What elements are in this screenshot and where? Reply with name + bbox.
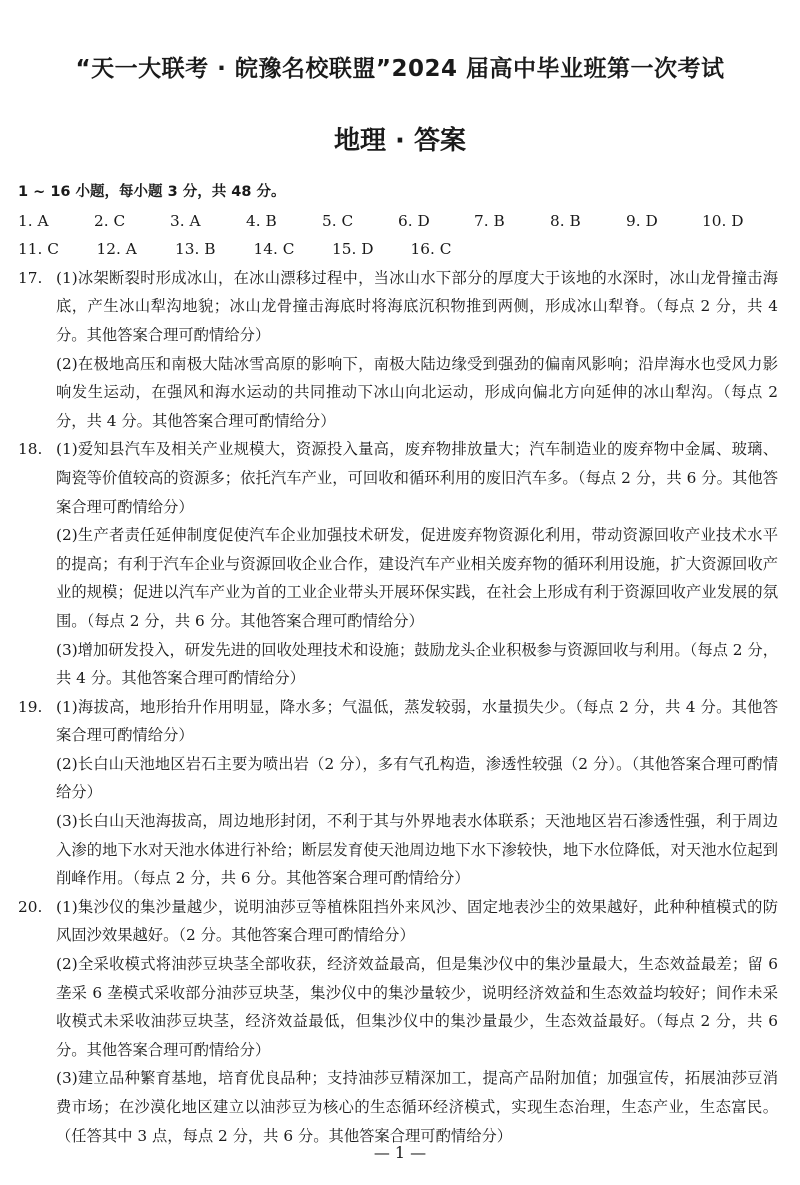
mcq-answer: 16. C [410, 240, 452, 259]
mcq-answer: 15. D [332, 240, 374, 259]
answer-part: (1)爱知县汽车及相关产业规模大，资源投入量高，废弃物排放量大；汽车制造业的废弃物中金属、玻璃、陶瓷等价值较高的资源多；依托汽车产业，可回收和循环利用的废旧汽车多。（每点 2 分，共 6 分。其他答案合理可酌情给分） [56, 440, 778, 516]
mcq-answer: 14. C [253, 240, 295, 259]
question-20 [18, 893, 778, 1150]
mcq-answer: 7. B [474, 211, 505, 230]
mcq-answer: 12. A [96, 240, 137, 259]
question-19 [18, 693, 778, 893]
answer-part: (3)建立品种繁育基地，培育优良品种；支持油莎豆精深加工，提高产品附加值；加强宣传，拓展油莎豆消费市场；在沙漠化地区建立以油莎豆为核心的生态循环经济模式，实现生态治理，生态产业，生态富民。（任答其中 3 点，每点 2 分，共 6 分。其他答案合理可酌情给分） [56, 1069, 778, 1145]
answer-content [18, 178, 778, 1150]
mcq-answer: 9. D [626, 211, 658, 230]
answer-part: (1)海拔高，地形抬升作用明显，降水多；气温低，蒸发较弱，水量损失少。（每点 2 分，共 4 分。其他答案合理可酌情给分） [56, 697, 778, 745]
mcq-row-2 [18, 235, 778, 264]
exam-title: “天一大联考 · 皖豫名校联盟”2024 届高中毕业班第一次考试 [75, 56, 725, 82]
mcq-answer: 1. A [18, 211, 49, 230]
answer-part: (3)长白山天池海拔高，周边地形封闭，不利于其与外界地表水体联系；天池地区岩石渗透性强，利于周边入渗的地下水对天池水体进行补给；断层发育使天池周边地下水下渗较快，地下水位降低，对天池水位起到削峰作用。（每点 2 分，共 6 分。其他答案合理可酌情给分） [56, 812, 778, 888]
answer-part: (2)长白山天池地区岩石主要为喷出岩（2 分），多有气孔构造，渗透性较强（2 分）。（其他答案合理可酌情给分） [56, 754, 778, 802]
mcq-heading: 1 ~ 16 小题，每小题 3 分，共 48 分。 [18, 184, 286, 200]
mcq-answer: 8. B [550, 211, 581, 230]
subject-title: 地理 · 答案 [334, 126, 466, 156]
answer-part: (2)生产者责任延伸制度促使汽车企业加强技术研发，促进废弃物资源化利用，带动资源回收产业技术水平的提高；有利于汽车企业与资源回收企业合作，建设汽车产业相关废弃物的循环利用设施，扩大资源回收产业的规模；促进以汽车产业为首的工业企业带头开展环保实践，在社会上形成有利于资源回收产业发展的氛围。（每点 2 分，共 6 分。其他答案合理可酌情给分） [56, 526, 778, 630]
page-number: — 1 — [373, 1143, 427, 1162]
question-number: 19. [18, 697, 43, 716]
question-number: 17. [18, 268, 43, 287]
question-17 [18, 264, 778, 436]
question-number: 20. [18, 897, 43, 916]
answer-part: (3)增加研发投入，研发先进的回收处理技术和设施；鼓励龙头企业积极参与资源回收与利用。（每点 2 分，共 4 分。其他答案合理可酌情给分） [56, 640, 778, 688]
answer-part: (2)在极地高压和南极大陆冰雪高原的影响下，南极大陆边缘受到强劲的偏南风影响；沿岸海水也受风力影响发生运动，在强风和海水运动的共同推动下冰山向北运动，形成向偏北方向延伸的冰山犁沟。（每点 2 分，共 4 分。其他答案合理可酌情给分） [56, 354, 778, 430]
mcq-answer: 10. D [702, 211, 744, 230]
mcq-answer: 11. C [18, 240, 59, 259]
question-18 [18, 435, 778, 692]
mcq-row-1 [18, 207, 778, 236]
answer-part: (1)冰架断裂时形成冰山，在冰山漂移过程中，当冰山水下部分的厚度大于该地的水深时，冰山龙骨撞击海底，产生冰山犁沟地貌；冰山龙骨撞击海底时将海底沉积物推到两侧，形成冰山犁脊。（每点 2 分，共 4 分。其他答案合理可酌情给分） [56, 268, 778, 344]
mcq-answer: 4. B [246, 211, 277, 230]
mcq-answer: 3. A [170, 211, 201, 230]
mcq-answer: 5. C [322, 211, 354, 230]
answer-part: (2)全采收模式将油莎豆块茎全部收获，经济效益最高，但是集沙仪中的集沙量最大，生态效益最差；留 6 垄采 6 垄模式采收部分油莎豆块茎，集沙仪中的集沙量较少，说明经济效益和生态效益均较好；间作未采收模式未采收油莎豆块茎，经济效益最低，但集沙仪中的集沙量最少，生态效益最好。（每点 2 分，共 6 分。其他答案合理可酌情给分） [56, 955, 778, 1059]
mcq-answer: 2. C [94, 211, 126, 230]
answer-part: (1)集沙仪的集沙量越少，说明油莎豆等植株阻挡外来风沙、固定地表沙尘的效果越好，此种种植模式的防风固沙效果越好。（2 分。其他答案合理可酌情给分） [56, 897, 778, 945]
question-number: 18. [18, 440, 43, 459]
mcq-answer: 6. D [398, 211, 430, 230]
mcq-answer: 13. B [175, 240, 216, 259]
